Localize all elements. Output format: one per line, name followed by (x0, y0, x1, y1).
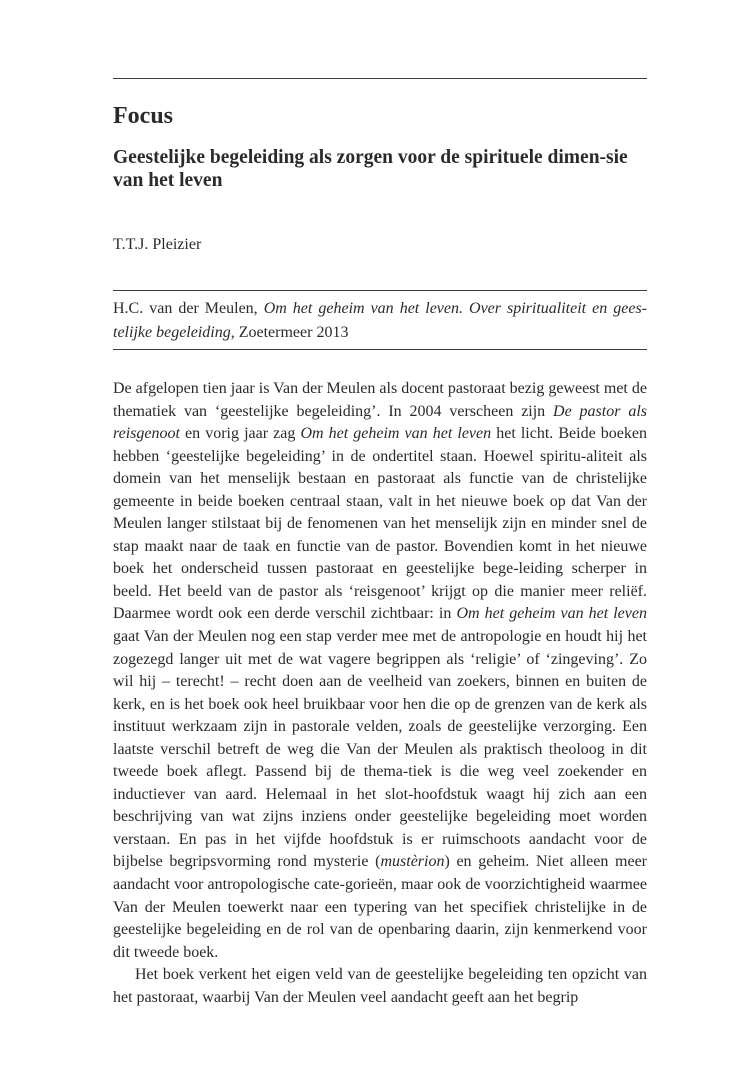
body-italic-title: Om het geheim van het leven (456, 605, 647, 623)
reference-bottom-rule (113, 349, 647, 350)
article-title: Geestelijke begeleiding als zorgen voor de spirituele dimen-sie van het leven (113, 147, 628, 191)
book-reference (113, 297, 647, 345)
body-italic-term: mustèrion (380, 853, 445, 871)
body-text: ) en geheim. Niet alleen meer aandacht voor antropologische cate-gorieën, maar ook de voorzichtigheid waarmee Van der Meulen toewerkt naar een typering van het specifiek christelijke in de geestelijke begeleiding en de rol van de openbaring daarin, zijn kenmerkend voor dit tweede boek. (113, 853, 647, 961)
reference-author: H.C. van der Meulen, (113, 300, 264, 317)
reference-book-title: Om het geheim van het leven. Over spiritualiteit en gees-telijke begeleiding (113, 300, 648, 341)
top-rule (113, 78, 647, 79)
body-paragraph-2: Het boek verkent het eigen veld van de geestelijke begeleiding ten opzicht van het pastoraat, waarbij Van der Meulen veel aandacht geeft aan het begrip (113, 966, 647, 1006)
section-label: Focus (113, 103, 173, 129)
body-text: het licht. Beide boeken hebben ‘geestelijke begeleiding’ in de ondertitel staan. Hoewel spiritu-aliteit als domein van het menselijk bestaan en pastoraat als functie van de christelijke gemeente in beide boeken centraal staan, valt in het nieuwe boek op dat Van der Meulen langer stilstaat bij de fenomenen van het menselijk zijn en minder snel de stap maakt naar de taak en functie van de pastor. Bovendien komt in het nieuwe boek het onderscheid tussen pastoraat en geestelijke bege-leiding scherper in beeld. Het beeld van de pastor als ‘reisgenoot’ krijgt op die manier meer reliëf. Daarmee wordt ook een derde verschil zichtbaar: in (113, 425, 647, 623)
body-paragraph-1 (113, 378, 647, 964)
body-text: De afgelopen tien jaar is Van der Meulen als docent pastoraat bezig geweest met de thematiek van ‘geestelijke begeleiding’. In 2004 verscheen zijn (113, 380, 647, 420)
article-author: T.T.J. Pleizier (113, 236, 202, 253)
body-italic-title: Om het geheim van het leven (300, 425, 492, 443)
body-italic-title: De pastor als reisgenoot (113, 402, 647, 443)
reference-top-rule (113, 290, 647, 291)
body-text: en vorig jaar zag (179, 425, 301, 443)
reference-publication: , Zoetermeer 2013 (230, 324, 349, 341)
article-body (113, 378, 647, 1009)
body-text: gaat Van der Meulen nog een stap verder mee met de antropologie en houdt hij het zogezegd langer uit met de wat vagere begrippen als ‘religie’ of ‘zingeving’. Zo wil hij – terecht! – recht doen aan de veelheid van zoekers, binnen en buiten de kerk, en is het boek ook heel bruikbaar voor hen die op de grenzen van de kerk als instituut werkzaam zijn in pastorale velden, zoals de geestelijke verzorging. Een laatste verschil betreft de weg die Van der Meulen als praktisch theoloog in dit tweede boek aflegt. Passend bij de thema-tiek is die weg veel zoekender en inductiever van aard. Helemaal in het slot-hoofdstuk waagt hij zich aan een beschrijving van wat zijns inziens onder geestelijke begeleiding moet worden verstaan. En pas in het vijfde hoofdstuk is er ruimschoots aandacht voor de bijbelse begripsvorming rond mysterie ( (113, 628, 647, 871)
